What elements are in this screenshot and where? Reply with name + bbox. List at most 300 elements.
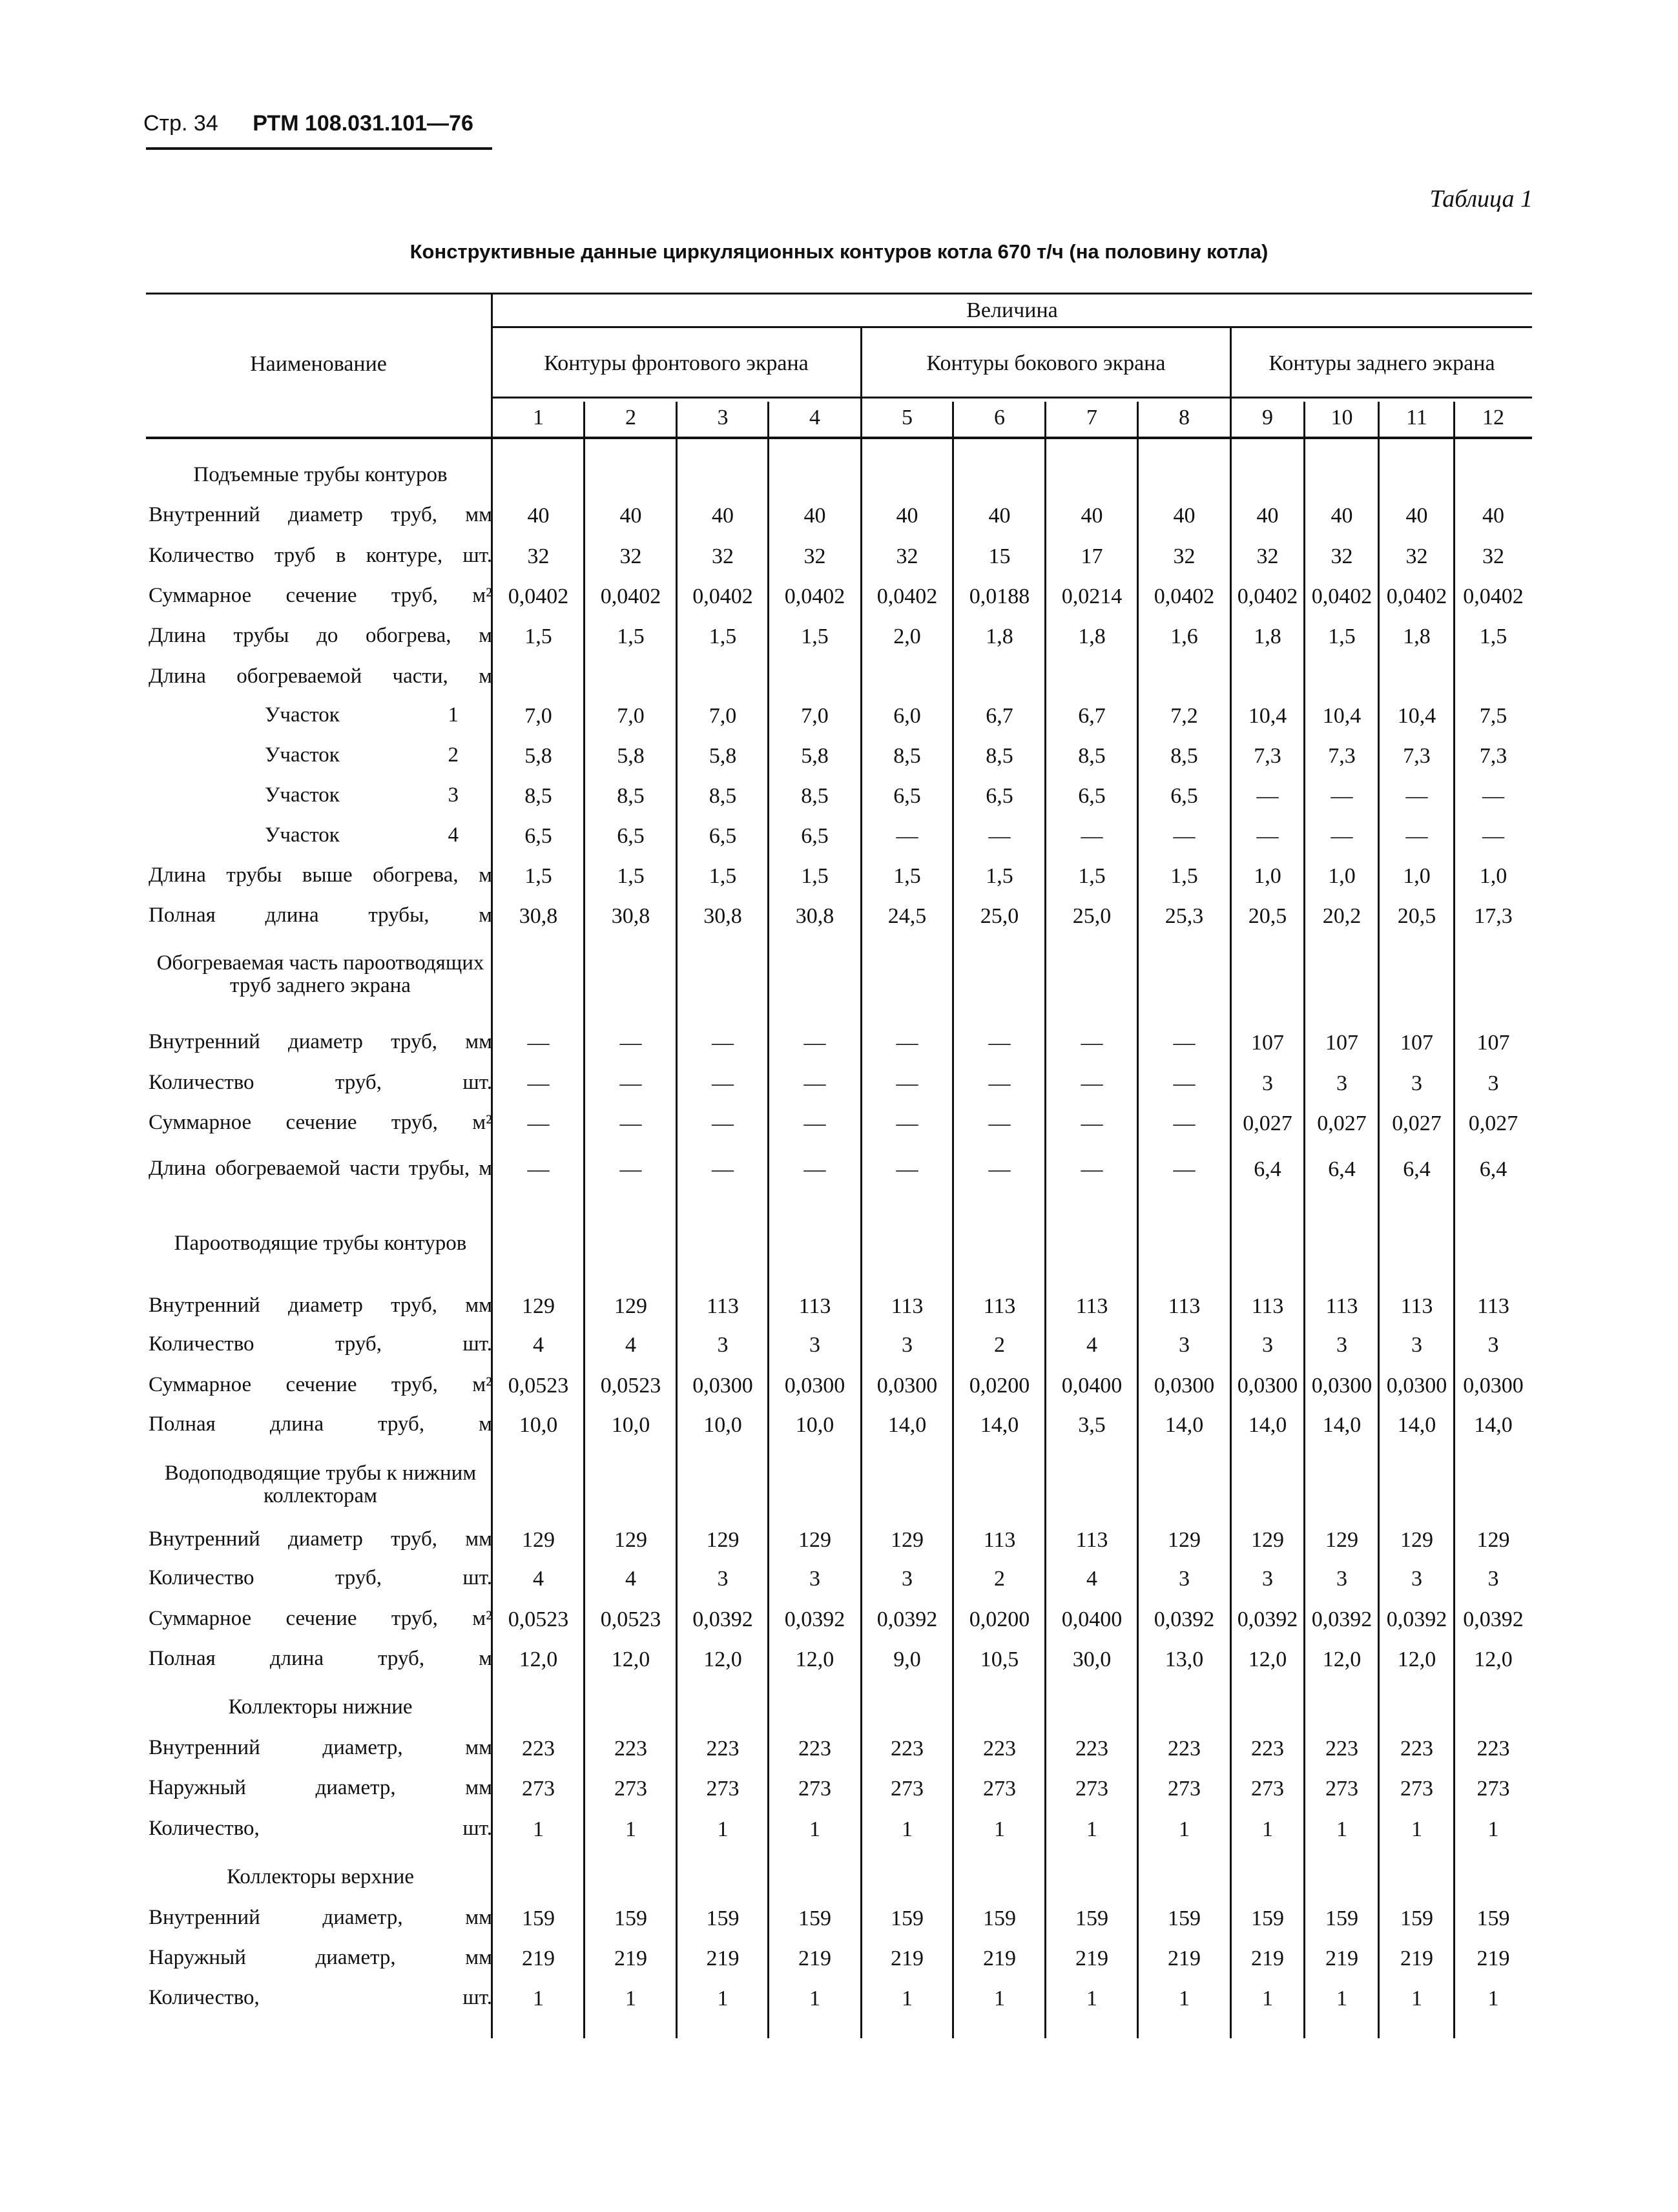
- table-cell: 12,0: [1248, 1648, 1287, 1671]
- table-cell: 7,0: [801, 704, 829, 728]
- table-cell: 0,0392: [1386, 1607, 1447, 1631]
- table-cell: 159: [1476, 1907, 1510, 1930]
- section-heading: Подъемные трубы контуров: [193, 463, 448, 486]
- table-cell: 159: [1251, 1907, 1284, 1930]
- table-cell: 7,3: [1254, 744, 1281, 768]
- table-cell: —: [1482, 784, 1504, 808]
- table-cell: 1,5: [1328, 625, 1356, 648]
- column-number: 9: [1262, 406, 1273, 429]
- table-cell: 273: [706, 1777, 740, 1801]
- row-label: Внутренний диаметр труб, мм: [149, 1030, 492, 1053]
- table-cell: —: [1173, 1157, 1196, 1181]
- table-cell: 0,0392: [1154, 1607, 1215, 1631]
- table-cell: 10,4: [1322, 704, 1362, 728]
- table-cell: 12,0: [611, 1648, 650, 1671]
- table-cell: 1: [1487, 1987, 1499, 2010]
- table-cell: 7,0: [617, 704, 645, 728]
- table-cell: 5,8: [524, 744, 552, 768]
- table-cell: 20,5: [1397, 904, 1436, 928]
- row-label: Длина трубы выше обогрева, м: [149, 863, 492, 887]
- table-cell: 4: [625, 1333, 636, 1357]
- table-cell: 25,3: [1165, 904, 1204, 928]
- table-cell: 12,0: [795, 1648, 834, 1671]
- table-cell: 129: [1251, 1528, 1284, 1552]
- section-heading: Коллекторы верхние: [226, 1865, 415, 1888]
- table-cell: 5,8: [801, 744, 829, 768]
- page-number: Стр. 34: [143, 111, 218, 136]
- table-cell: 1,8: [1403, 625, 1431, 648]
- table-cell: 7,3: [1328, 744, 1356, 768]
- table-cell: —: [803, 1031, 826, 1055]
- table-cell: 2,0: [893, 625, 921, 648]
- row-label: Участок 4: [265, 823, 459, 847]
- table-cell: 32: [1173, 544, 1196, 568]
- table-cell: —: [896, 1157, 918, 1181]
- table-cell: 32: [1405, 544, 1428, 568]
- table-cell: 113: [891, 1294, 924, 1318]
- table-cell: 40: [619, 504, 642, 528]
- page-header: [143, 111, 473, 136]
- table-cell: 107: [1476, 1031, 1510, 1055]
- row-label: Внутренний диаметр, мм: [149, 1906, 492, 1929]
- table-cell: 0,0402: [876, 584, 938, 608]
- table-cell: —: [1173, 824, 1196, 848]
- table-cell: 0,0392: [1237, 1607, 1298, 1631]
- table-cell: 273: [614, 1777, 647, 1801]
- table-cell: —: [527, 1071, 550, 1095]
- row-label: Полная длина трубы, м: [149, 904, 492, 927]
- table-cell: 113: [1477, 1294, 1509, 1318]
- table-cell: 129: [1476, 1528, 1510, 1552]
- table-cell: 1,5: [524, 864, 552, 888]
- table-cell: 4: [625, 1567, 636, 1591]
- table-cell: 0,0200: [969, 1374, 1030, 1398]
- table-cell: 4: [533, 1567, 544, 1591]
- row-label: Количество труб, шт.: [149, 1566, 492, 1589]
- table-cell: —: [712, 1157, 734, 1181]
- row-label: Количество, шт.: [149, 1817, 492, 1840]
- table-cell: 1: [717, 1817, 729, 1841]
- table-cell: 129: [614, 1294, 647, 1318]
- table-cell: 0,027: [1392, 1111, 1442, 1135]
- table-cell: 7,0: [524, 704, 552, 728]
- table-cell: 17,3: [1474, 904, 1513, 928]
- table-cell: 8,5: [986, 744, 1013, 768]
- table-cell: 6,5: [524, 824, 552, 848]
- row-label: Участок 2: [265, 743, 459, 767]
- table-cell: —: [1405, 784, 1428, 808]
- table-cell: 1,5: [524, 625, 552, 648]
- name-header: Наименование: [250, 352, 387, 376]
- table-cell: 2: [994, 1567, 1005, 1591]
- table-cell: 219: [614, 1947, 647, 1970]
- table-cell: 25,0: [1072, 904, 1112, 928]
- table-cell: —: [1081, 1031, 1103, 1055]
- row-label: Участок 1: [265, 703, 459, 727]
- table-cell: 1: [625, 1817, 636, 1841]
- table-cell: 223: [1075, 1737, 1108, 1761]
- table-cell: 0,0300: [1386, 1374, 1447, 1398]
- column-number: 5: [902, 406, 913, 429]
- table-cell: 8,5: [524, 784, 552, 808]
- table-cell: 159: [983, 1907, 1016, 1930]
- table-cell: 113: [1251, 1294, 1284, 1318]
- table-cell: 219: [706, 1947, 740, 1970]
- table-cell: 1,8: [986, 625, 1013, 648]
- table-cell: 0,0402: [600, 584, 661, 608]
- table-cell: 129: [522, 1294, 555, 1318]
- table-cell: 1: [1487, 1817, 1499, 1841]
- row-label: Полная длина труб, м: [149, 1412, 492, 1436]
- table-cell: 273: [891, 1777, 924, 1801]
- table-cell: 1,5: [1078, 864, 1106, 888]
- row-label: Внутренний диаметр труб, мм: [149, 1294, 492, 1317]
- column-number: 12: [1482, 406, 1504, 429]
- table-cell: 273: [1075, 1777, 1108, 1801]
- column-number: 10: [1331, 406, 1353, 429]
- table-cell: 12,0: [1322, 1648, 1362, 1671]
- table-cell: 13,0: [1165, 1648, 1204, 1671]
- row-label: Количество труб, шт.: [149, 1071, 492, 1094]
- table-cell: 1: [533, 1817, 544, 1841]
- table-cell: 1: [625, 1987, 636, 2010]
- table-cell: 1: [1411, 1817, 1422, 1841]
- table-cell: 40: [712, 504, 734, 528]
- table-cell: 6,4: [1254, 1157, 1281, 1181]
- table-cell: 0,0402: [508, 584, 569, 608]
- table-cell: 40: [527, 504, 550, 528]
- table-cell: 219: [1251, 1947, 1284, 1970]
- table-cell: 107: [1325, 1031, 1358, 1055]
- table-cell: 0,0523: [508, 1607, 569, 1631]
- table-cell: —: [1081, 1111, 1103, 1135]
- row-label: Внутренний диаметр труб, мм: [149, 1527, 492, 1551]
- table-cell: 8,5: [801, 784, 829, 808]
- table-cell: 32: [1256, 544, 1279, 568]
- table-cell: 6,7: [986, 704, 1013, 728]
- table-cell: —: [988, 1071, 1011, 1095]
- row-label: Внутренний диаметр, мм: [149, 1736, 492, 1759]
- table-cell: 223: [1325, 1737, 1358, 1761]
- table-cell: 1: [1411, 1987, 1422, 2010]
- table-cell: —: [527, 1031, 550, 1055]
- table-cell: —: [619, 1031, 642, 1055]
- group-header-front: Контуры фронтового экрана: [544, 351, 809, 375]
- table-cell: 223: [891, 1737, 924, 1761]
- table-cell: 113: [1400, 1294, 1433, 1318]
- table-cell: 1: [809, 1817, 820, 1841]
- section-heading: Коллекторы нижние: [228, 1695, 413, 1719]
- table-cell: 1: [1086, 1987, 1097, 2010]
- table-cell: —: [896, 1031, 918, 1055]
- row-label: Наружный диаметр, мм: [149, 1946, 492, 1969]
- table-cell: 14,0: [1165, 1413, 1204, 1437]
- table-cell: 159: [798, 1907, 831, 1930]
- table-cell: 6,4: [1479, 1157, 1507, 1181]
- table-cell: —: [712, 1031, 734, 1055]
- table-cell: 3: [717, 1333, 729, 1357]
- table-cell: —: [896, 824, 918, 848]
- table-cell: 113: [1325, 1294, 1358, 1318]
- table-cell: 3: [1262, 1567, 1273, 1591]
- column-number: 1: [533, 406, 544, 429]
- table-cell: —: [988, 1031, 1011, 1055]
- table-cell: 8,5: [893, 744, 921, 768]
- table-cell: —: [1331, 824, 1353, 848]
- table-cell: 1,5: [709, 864, 737, 888]
- table-cell: 40: [1331, 504, 1353, 528]
- table-cell: 159: [522, 1907, 555, 1930]
- value-header-rule: [492, 326, 1532, 328]
- row-label: Длина трубы до обогрева, м: [149, 624, 492, 647]
- table-cell: 3: [902, 1333, 913, 1357]
- row-label: Полная длина труб, м: [149, 1647, 492, 1670]
- table-cell: 3: [717, 1567, 729, 1591]
- table-cell: 273: [522, 1777, 555, 1801]
- table-cell: 0,0300: [1154, 1374, 1215, 1398]
- table-cell: 1: [533, 1987, 544, 2010]
- table-cell: —: [1081, 1071, 1103, 1095]
- table-cell: 4: [1086, 1333, 1097, 1357]
- table-cell: 7,0: [709, 704, 737, 728]
- table-cell: 3: [1336, 1567, 1347, 1591]
- table-cell: 3: [1336, 1333, 1347, 1357]
- table-cell: 1,5: [801, 864, 829, 888]
- table-cell: 32: [619, 544, 642, 568]
- table-cell: 1: [1262, 1987, 1273, 2010]
- table-cell: 273: [1325, 1777, 1358, 1801]
- table-cell: 32: [712, 544, 734, 568]
- table-cell: 159: [706, 1907, 740, 1930]
- table-cell: 14,0: [1474, 1413, 1513, 1437]
- table-cell: 3: [1179, 1567, 1190, 1591]
- table-cell: —: [1482, 824, 1504, 848]
- table-cell: 3: [1336, 1071, 1347, 1095]
- table-cell: 223: [983, 1737, 1016, 1761]
- table-cell: 1,5: [801, 625, 829, 648]
- table-cell: 6,5: [986, 784, 1013, 808]
- table-cell: 0,0392: [692, 1607, 753, 1631]
- table-cell: 10,0: [519, 1413, 558, 1437]
- table-cell: 3: [902, 1567, 913, 1591]
- table-cell: 3: [1487, 1333, 1499, 1357]
- table-cell: 12,0: [703, 1648, 742, 1671]
- table-cell: —: [803, 1071, 826, 1095]
- table-cell: 159: [614, 1907, 647, 1930]
- table-cell: 7,3: [1479, 744, 1507, 768]
- table-cell: 129: [522, 1528, 555, 1552]
- table-cell: 1: [1086, 1817, 1097, 1841]
- table-cell: 0,0400: [1061, 1607, 1123, 1631]
- table-cell: 8,5: [1170, 744, 1198, 768]
- row-label: Длина обогреваемой части, м: [149, 665, 492, 688]
- table-cell: —: [803, 1157, 826, 1181]
- table-cell: —: [1081, 1157, 1103, 1181]
- table-cell: 113: [798, 1294, 831, 1318]
- table-cell: 219: [522, 1947, 555, 1970]
- value-header: Величина: [966, 298, 1058, 322]
- table-cell: 0,0300: [1311, 1374, 1372, 1398]
- table-cell: 0,0402: [1154, 584, 1215, 608]
- row-label: Участок 3: [265, 783, 459, 807]
- table-cell: 113: [1168, 1294, 1201, 1318]
- table-cell: 1,5: [617, 864, 645, 888]
- table-cell: —: [1405, 824, 1428, 848]
- table-cell: —: [619, 1111, 642, 1135]
- table-cell: 223: [706, 1737, 740, 1761]
- table-cell: —: [1173, 1031, 1196, 1055]
- table-cell: 273: [798, 1777, 831, 1801]
- table-cell: 113: [1075, 1294, 1108, 1318]
- table-cell: 1: [994, 1817, 1005, 1841]
- table-cell: 107: [1251, 1031, 1284, 1055]
- table-cell: 25,0: [980, 904, 1019, 928]
- table-cell: 1: [1336, 1987, 1347, 2010]
- table-cell: 6,5: [1170, 784, 1198, 808]
- row-label: Суммарное сечение труб, м²: [149, 1607, 492, 1630]
- table-cell: 129: [706, 1528, 740, 1552]
- table-cell: 0,0188: [969, 584, 1030, 608]
- table-number: Таблица 1: [1429, 185, 1533, 212]
- table-cell: —: [896, 1071, 918, 1095]
- row-label: Суммарное сечение труб, м²: [149, 584, 492, 607]
- table-cell: 3: [809, 1567, 820, 1591]
- table-cell: 40: [1405, 504, 1428, 528]
- row-label: Суммарное сечение труб, м²: [149, 1373, 492, 1396]
- table-cell: 113: [1075, 1528, 1108, 1552]
- column-number: 2: [625, 406, 636, 429]
- table-cell: 0,027: [1317, 1111, 1367, 1135]
- table-cell: 0,0300: [692, 1374, 753, 1398]
- header-rule: [146, 147, 492, 150]
- table-cell: 3: [1179, 1333, 1190, 1357]
- table-cell: 1: [1262, 1817, 1273, 1841]
- table-cell: 10,0: [703, 1413, 742, 1437]
- table-cell: 3: [1262, 1071, 1273, 1095]
- table-cell: 0,0300: [876, 1374, 938, 1398]
- row-label: Наружный диаметр, мм: [149, 1776, 492, 1799]
- table-cell: 1: [902, 1817, 913, 1841]
- table-cell: 40: [803, 504, 826, 528]
- table-cell: —: [1331, 784, 1353, 808]
- table-cell: 17: [1081, 544, 1103, 568]
- table-cell: 3: [1487, 1567, 1499, 1591]
- table-cell: 273: [1168, 1777, 1201, 1801]
- table-cell: 1,5: [1479, 625, 1507, 648]
- standard-code: РТМ 108.031.101—76: [253, 111, 473, 136]
- table-cell: 0,0300: [1463, 1374, 1524, 1398]
- table-cell: —: [988, 1157, 1011, 1181]
- group-header-rear: Контуры заднего экрана: [1269, 351, 1495, 375]
- table-cell: 32: [1482, 544, 1504, 568]
- row-label: Количество труб, шт.: [149, 1332, 492, 1356]
- table-cell: 159: [1400, 1907, 1433, 1930]
- table-cell: 1,8: [1078, 625, 1106, 648]
- table-cell: 40: [896, 504, 918, 528]
- table-cell: 1,0: [1403, 864, 1431, 888]
- table-cell: 1,6: [1170, 625, 1198, 648]
- table-cell: 0,0402: [1463, 584, 1524, 608]
- table-cell: 4: [533, 1333, 544, 1357]
- table-cell: 219: [891, 1947, 924, 1970]
- row-label: Количество, шт.: [149, 1986, 492, 2009]
- table-cell: 7,2: [1170, 704, 1198, 728]
- table-cell: 113: [983, 1294, 1016, 1318]
- table-cell: 223: [614, 1737, 647, 1761]
- table-cell: —: [712, 1111, 734, 1135]
- table-cell: 40: [1256, 504, 1279, 528]
- table-cell: 0,0523: [600, 1374, 661, 1398]
- table-cell: —: [527, 1111, 550, 1135]
- table-cell: 14,0: [1397, 1413, 1436, 1437]
- table-cell: 0,0402: [784, 584, 845, 608]
- table-cell: 4: [1086, 1567, 1097, 1591]
- table-cell: 223: [798, 1737, 831, 1761]
- table-cell: 219: [798, 1947, 831, 1970]
- table-cell: 12,0: [1397, 1648, 1436, 1671]
- table-cell: 20,5: [1248, 904, 1287, 928]
- table-cell: 1,5: [709, 625, 737, 648]
- table-cell: 107: [1400, 1031, 1433, 1055]
- table-cell: 223: [522, 1737, 555, 1761]
- table-cell: 14,0: [887, 1413, 927, 1437]
- table-cell: 0,0392: [876, 1607, 938, 1631]
- table-cell: —: [988, 1111, 1011, 1135]
- table-cell: —: [619, 1071, 642, 1095]
- table-cell: 113: [983, 1528, 1016, 1552]
- row-label: Длина обогреваемой части трубы, м: [149, 1157, 492, 1180]
- table-cell: 159: [1075, 1907, 1108, 1930]
- table-cell: 8,5: [617, 784, 645, 808]
- table-cell: 30,8: [611, 904, 650, 928]
- table-cell: 6,0: [893, 704, 921, 728]
- table-cell: 14,0: [1322, 1413, 1362, 1437]
- table-cell: 159: [1168, 1907, 1201, 1930]
- table-cell: 129: [1400, 1528, 1433, 1552]
- table-cell: 0,0402: [1386, 584, 1447, 608]
- table-cell: 6,5: [893, 784, 921, 808]
- table-cell: —: [527, 1157, 550, 1181]
- table-cell: 12,0: [1474, 1648, 1513, 1671]
- section-heading: Обогреваемая часть пароотводящих труб заднего экрана: [156, 951, 484, 997]
- table-cell: 129: [891, 1528, 924, 1552]
- table-cell: 12,0: [519, 1648, 558, 1671]
- table-cell: 1,5: [617, 625, 645, 648]
- table-cell: 10,5: [980, 1648, 1019, 1671]
- table-cell: 6,4: [1403, 1157, 1431, 1181]
- table-cell: 6,5: [1078, 784, 1106, 808]
- table-cell: 0,027: [1243, 1111, 1292, 1135]
- table-cell: —: [1081, 824, 1103, 848]
- table-cell: 3: [1487, 1071, 1499, 1095]
- header-bottom-rule: [146, 437, 1532, 439]
- table-cell: 219: [983, 1947, 1016, 1970]
- table-cell: 30,0: [1072, 1648, 1112, 1671]
- table-cell: 24,5: [887, 904, 927, 928]
- table-cell: 1: [994, 1987, 1005, 2010]
- table-cell: —: [803, 1111, 826, 1135]
- table-cell: 0,0392: [1311, 1607, 1372, 1631]
- table-cell: 40: [1482, 504, 1504, 528]
- table-cell: —: [1256, 824, 1279, 848]
- table-cell: 6,5: [709, 824, 737, 848]
- table-cell: —: [619, 1157, 642, 1181]
- table-cell: 159: [891, 1907, 924, 1930]
- table-cell: 219: [1476, 1947, 1510, 1970]
- table-cell: 219: [1168, 1947, 1201, 1970]
- table-cell: 1: [1179, 1987, 1190, 2010]
- group-header-rule: [492, 397, 1532, 398]
